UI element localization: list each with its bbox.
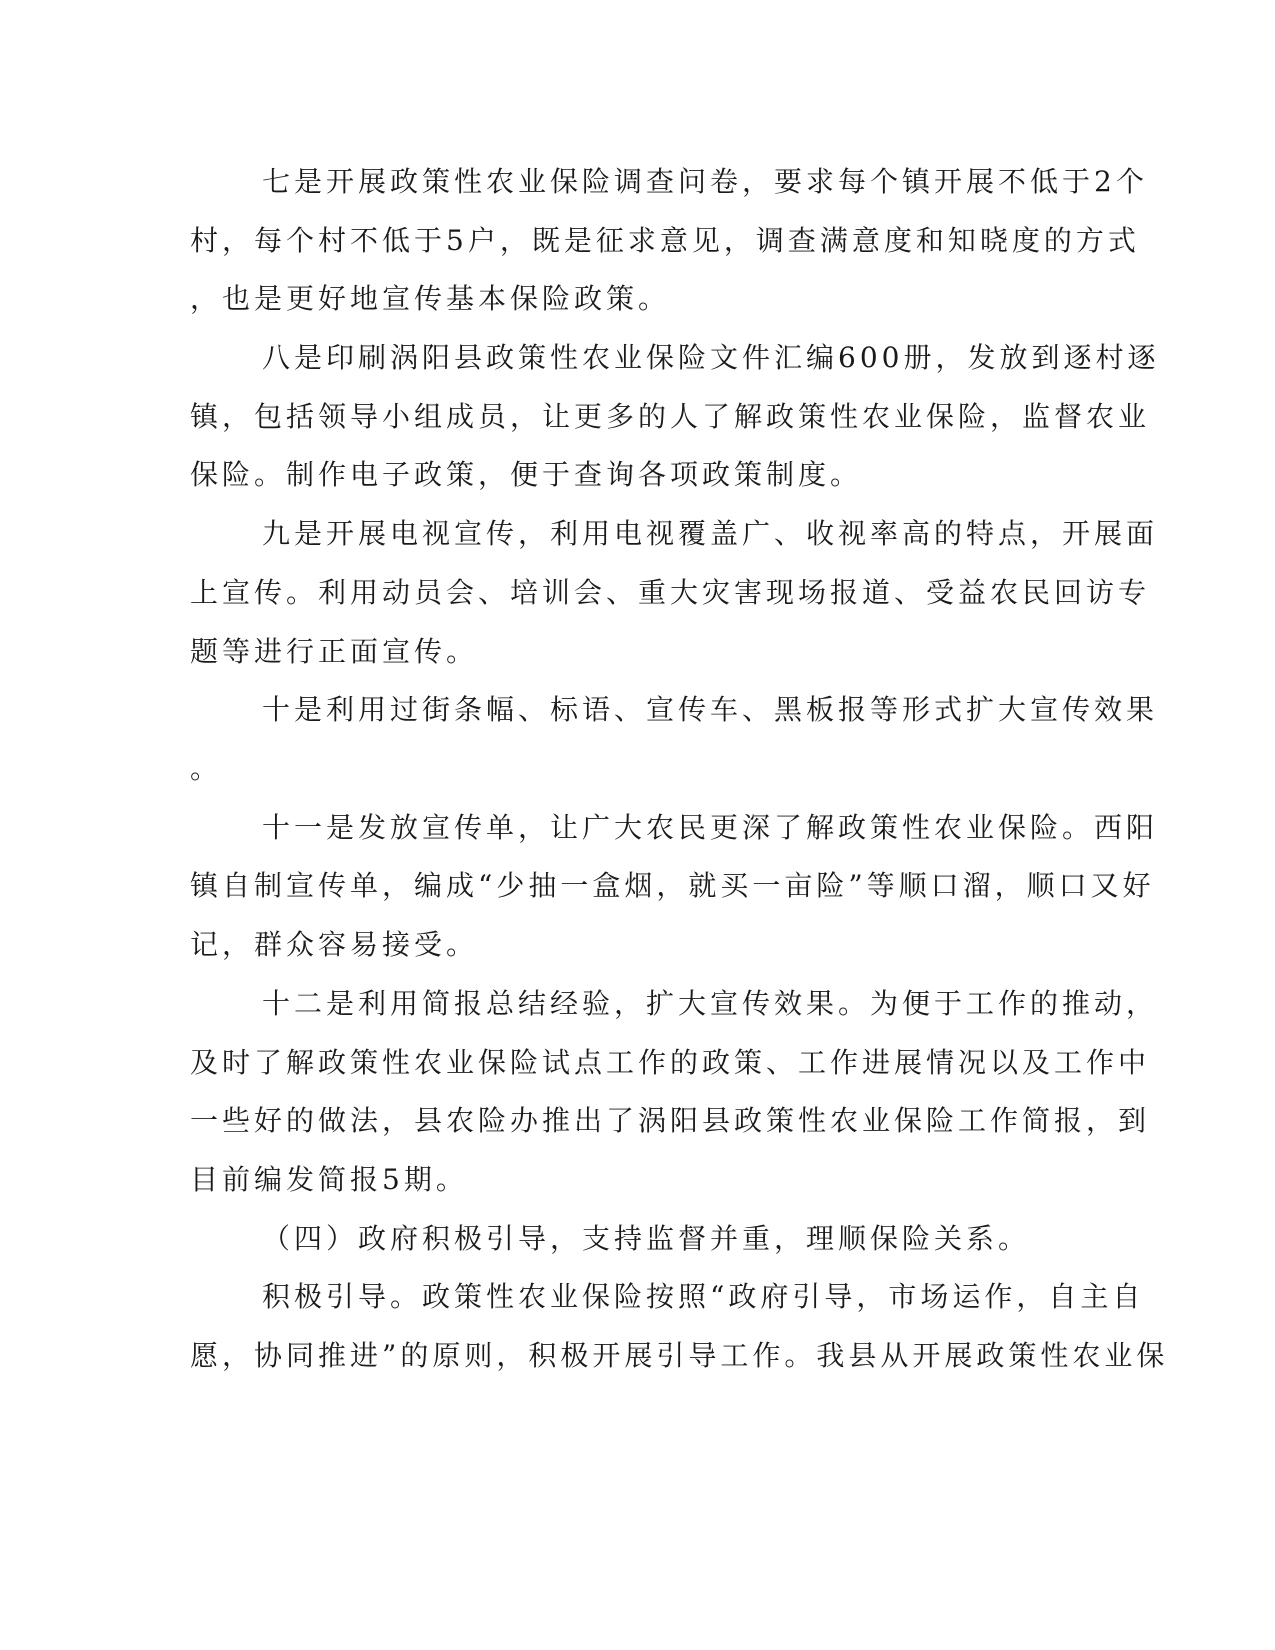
text-line: 上宣传。利用动员会、培训会、重大灾害现场报道、受益农民回访专 xyxy=(190,576,1151,609)
text-line: 一些好的做法，县农险办推出了涡阳县政策性农业保险工作简报，到 xyxy=(190,1104,1151,1137)
text-line: 镇自制宣传单，编成“少抽一盒烟，就买一亩险”等顺口溜，顺口又好 xyxy=(190,869,1155,902)
text-line: 目前编发简报5期。 xyxy=(190,1163,468,1196)
text-line: 村，每个村不低于5户，既是征求意见，调查满意度和知晓度的方式 xyxy=(190,224,1140,257)
text-line: 及时了解政策性农业保险试点工作的政策、工作进展情况以及工作中 xyxy=(190,1046,1151,1079)
text-line: 保险。制作电子政策，便于查询各项政策制度。 xyxy=(190,458,863,491)
text-line: 八是印刷涡阳县政策性农业保险文件汇编600册，发放到逐村逐 xyxy=(262,341,1160,374)
text-line: 十一是发放宣传单，让广大农民更深了解政策性农业保险。西阳 xyxy=(262,811,1159,844)
text-line: 记，群众容易接受。 xyxy=(190,928,479,961)
text-line: 九是开展电视宣传，利用电视覆盖广、收视率高的特点，开展面 xyxy=(262,517,1159,550)
text-line: 七是开展政策性农业保险调查问卷，要求每个镇开展不低于2个 xyxy=(262,165,1148,198)
text-line: 愿，协同推进”的原则，积极开展引导工作。我县从开展政策性农业保 xyxy=(190,1339,1169,1372)
text-line: 十是利用过街条幅、标语、宣传车、黑板报等形式扩大宣传效果 xyxy=(262,693,1159,726)
section-heading: （四）政府积极引导，支持监督并重，理顺保险关系。 xyxy=(262,1222,1031,1255)
text-line: ，也是更好地宣传基本保险政策。 xyxy=(190,282,671,315)
text-line: 。 xyxy=(190,752,223,785)
text-line: 十二是利用简报总结经验，扩大宣传效果。为便于工作的推动， xyxy=(262,987,1159,1020)
text-line: 题等进行正面宣传。 xyxy=(190,635,479,668)
text-line: 积极引导。政策性农业保险按照“政府引导，市场运作，自主自 xyxy=(262,1280,1145,1313)
text-line: 镇，包括领导小组成员，让更多的人了解政策性农业保险，监督农业 xyxy=(190,400,1151,433)
